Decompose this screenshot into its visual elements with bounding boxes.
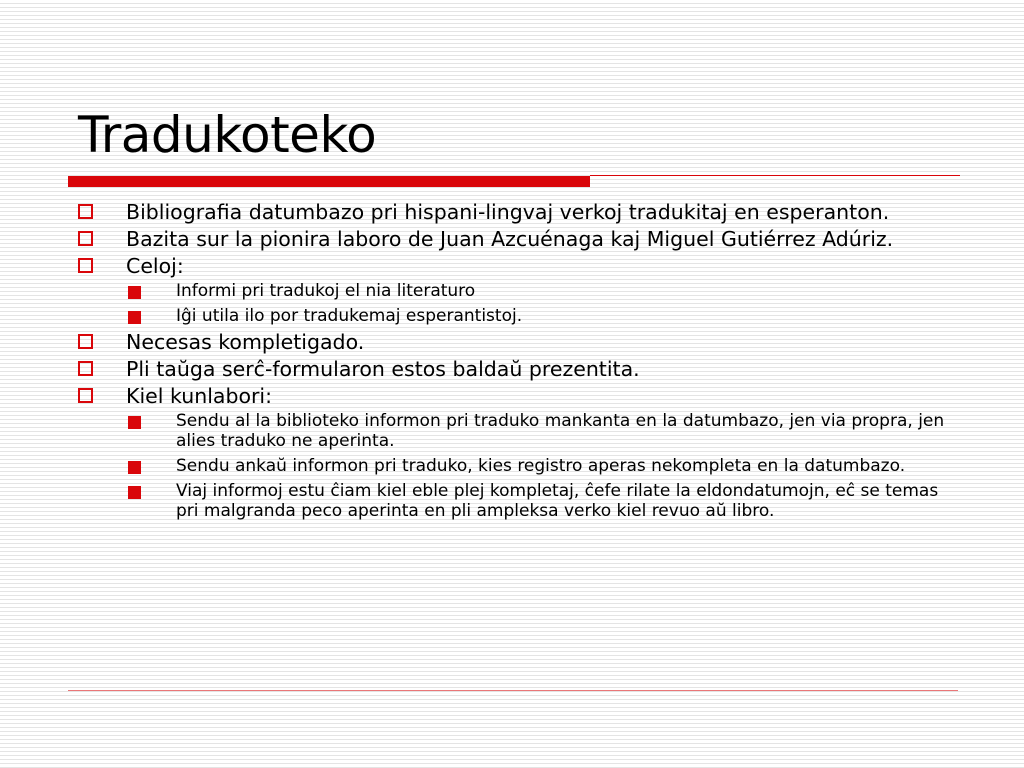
sub-bullet-item — [126, 411, 958, 451]
bullet-text: Bazita sur la pionira laboro de Juan Azcuénaga kaj Miguel Gutiérrez Adúriz. — [126, 227, 894, 251]
bullet-text: Bibliografia datumbazo pri hispani-lingvaj verkoj tradukitaj en esperanton. — [126, 200, 890, 224]
sub-bullet-text: Informi pri tradukoj el nia literaturo — [176, 281, 476, 301]
bullet-item — [78, 385, 958, 521]
bullet-text: Necesas kompletigado. — [126, 330, 365, 354]
bullet-item — [78, 201, 958, 223]
sub-bullet-list — [126, 281, 958, 326]
title-underline-bar — [68, 176, 590, 187]
hollow-square-bullet-icon — [78, 361, 93, 376]
sub-bullet-item — [126, 456, 958, 476]
hollow-square-bullet-icon — [78, 388, 93, 403]
sub-bullet-item — [126, 281, 958, 301]
bullet-text: Kiel kunlabori: — [126, 384, 273, 408]
sub-bullet-text: Sendu ankaŭ informon pri traduko, kies registro aperas nekompleta en la datumbazo. — [176, 456, 906, 476]
filled-square-bullet-icon — [128, 286, 141, 299]
sub-bullet-item — [126, 481, 958, 521]
hollow-square-bullet-icon — [78, 334, 93, 349]
filled-square-bullet-icon — [128, 416, 141, 429]
title-underline-thin-line — [590, 175, 960, 176]
bullet-item — [78, 255, 958, 326]
hollow-square-bullet-icon — [78, 258, 93, 273]
sub-bullet-text: Sendu al la biblioteko informon pri traduko mankanta en la datumbazo, jen via propra, jen alies traduko ne aperinta. — [176, 411, 945, 451]
sub-bullet-text: Iĝi utila ilo por tradukemaj esperantistoj. — [176, 306, 523, 326]
bullet-text: Pli taŭga serĉ-formularon estos baldaŭ prezentita. — [126, 357, 640, 381]
sub-bullet-item — [126, 306, 958, 326]
sub-bullet-list — [126, 411, 958, 521]
filled-square-bullet-icon — [128, 461, 141, 474]
bullet-list — [78, 201, 958, 526]
bullet-item — [78, 228, 958, 250]
footer-divider-line — [68, 690, 958, 691]
filled-square-bullet-icon — [128, 311, 141, 324]
hollow-square-bullet-icon — [78, 204, 93, 219]
sub-bullet-text: Viaj informoj estu ĉiam kiel eble plej kompletaj, ĉefe rilate la eldondatumojn, eĉ se temas pri malgranda peco aperinta en pli ampleksa verko kiel revuo aŭ libro. — [176, 481, 939, 521]
bullet-item — [78, 331, 958, 353]
bullet-item — [78, 358, 958, 380]
bullet-text: Celoj: — [126, 254, 184, 278]
hollow-square-bullet-icon — [78, 231, 93, 246]
slide-title: Tradukoteko — [78, 106, 377, 164]
filled-square-bullet-icon — [128, 486, 141, 499]
